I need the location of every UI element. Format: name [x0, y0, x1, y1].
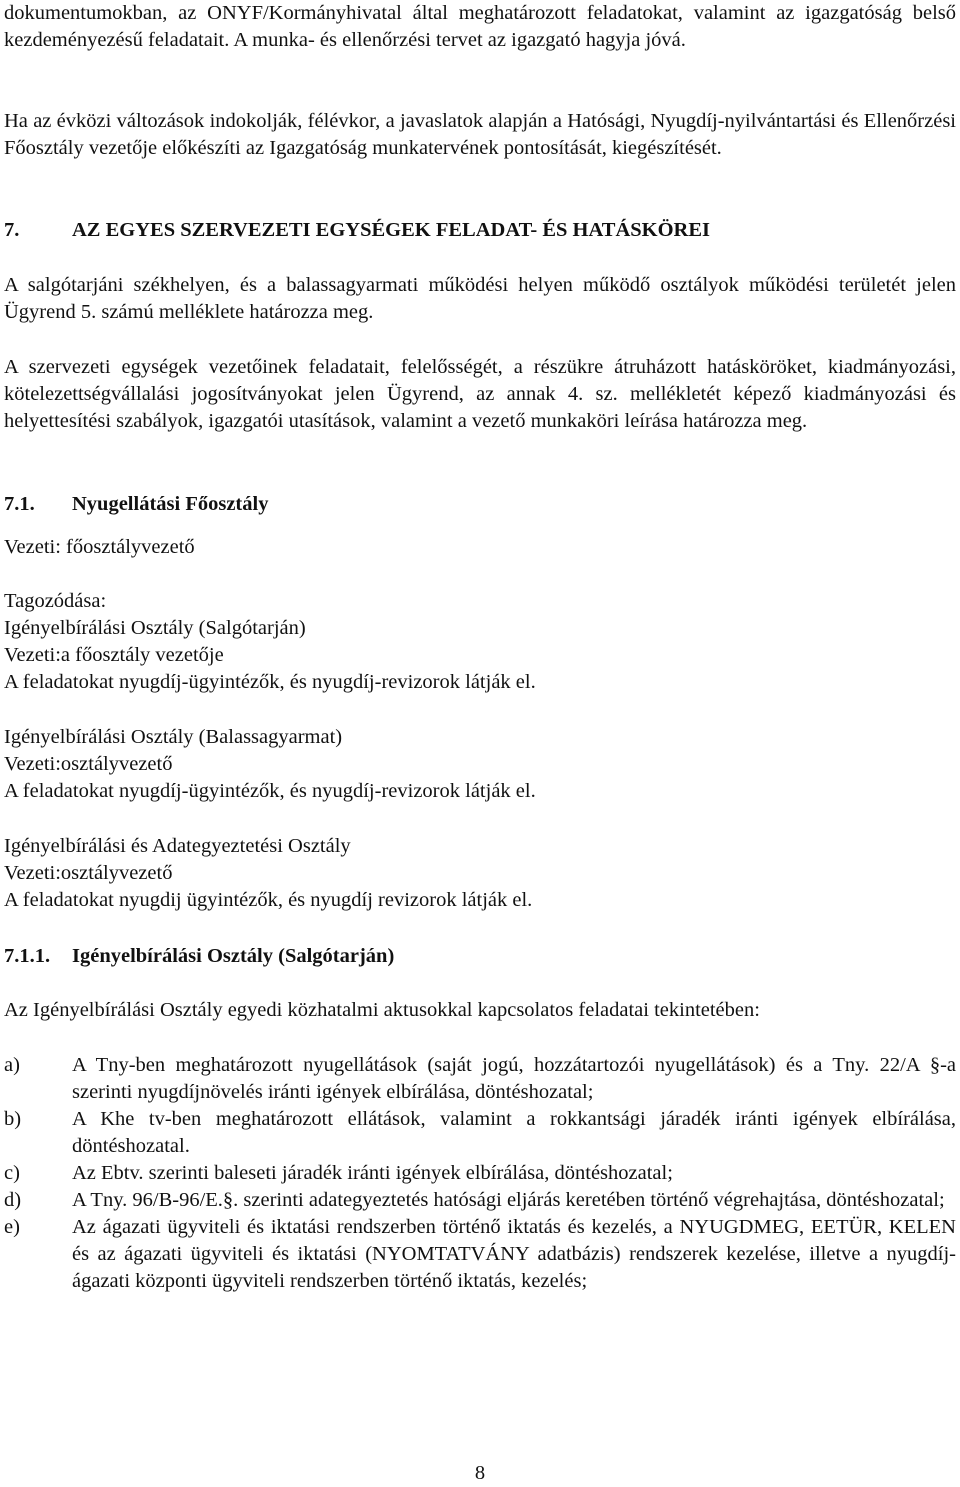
unit-adategyeztetesi — [4, 833, 956, 914]
list-item — [4, 1052, 956, 1106]
tagozodas-label: Tagozódása: — [4, 590, 107, 612]
unit-tasks: A feladatokat nyugdíj-ügyintézők, és nyugdíj-revizorok látják el. — [4, 780, 536, 802]
item-text: A Tny-ben meghatározott nyugellátások (saját jogú, hozzátartozói nyugellátások) és a Tny. 22/A §-a szerinti nyugdíjnövelés iránti igények elbírálása, döntéshozatal; — [72, 1054, 956, 1103]
list-item — [4, 1214, 956, 1295]
unit-leader: Vezeti:a főosztály vezetője — [4, 644, 224, 666]
unit-salgotarjan — [4, 615, 956, 696]
intro-paragraph: dokumentumokban, az ONYF/Kormányhivatal által meghatározott feladatokat, valamint az igazgatóság belső kezdeményezésű feladatait. A munka- és ellenőrzési tervet az igazgató hagyja jóvá. — [4, 2, 956, 51]
unit-name: Igényelbírálási Osztály (Balassagyarmat) — [4, 726, 343, 748]
change-paragraph: Ha az évközi változások indokolják, félévkor, a javaslatok alapján a Hatósági, Nyugdíj-nyilvántartási és Ellenőrzési Főosztály vezetője előkészíti az Igazgatóság munkatervének pontosítását, kiegészítését. — [4, 110, 956, 159]
item-label: a) — [4, 1054, 20, 1076]
section-7-paragraph-1: A salgótarjáni székhelyen, és a balassagyarmati működési helyen működő osztályok működési területét jelen Ügyrend 5. számú melléklete határozza meg. — [4, 274, 956, 323]
item-text: A Khe tv-ben meghatározott ellátások, valamint a rokkantsági járadék iránti igények elbírálása, döntéshozatal. — [72, 1108, 956, 1157]
unit-tasks: A feladatokat nyugdij ügyintézők, és nyugdíj revizorok látják el. — [4, 889, 533, 911]
item-text: Az ágazati ügyviteli és iktatási rendszerben történő iktatás és kezelés, a NYUGDMEG, EETÜR, KELEN és az ágazati ügyviteli és iktatási (NYOMTATVÁNY adatbázis) rendszerek kezelése, illetve a nyugdíj-ágazati központi ügyviteli rendszerben történő iktatás, kezelés; — [72, 1216, 956, 1292]
section-number: 7.1.1. — [4, 945, 51, 967]
item-label: d) — [4, 1189, 22, 1211]
section-7-1-1-heading — [4, 943, 956, 970]
section-number: 7.1. — [4, 493, 35, 515]
unit-leader: Vezeti:osztályvezető — [4, 862, 173, 884]
list-item — [4, 1106, 956, 1160]
list-item — [4, 1160, 956, 1187]
list-item — [4, 1187, 956, 1214]
unit-name: Igényelbírálási Osztály (Salgótarján) — [4, 617, 306, 639]
item-text: A Tny. 96/B-96/E.§. szerinti adategyeztetés hatósági eljárás keretében történő végrehajtása, döntéshozatal; — [72, 1189, 945, 1211]
item-text: Az Ebtv. szerinti baleseti járadék iránti igények elbírálása, döntéshozatal; — [72, 1162, 673, 1184]
page-number: 8 — [474, 1462, 486, 1484]
section-7-paragraph-2: A szervezeti egységek vezetőinek feladatait, felelősségét, a részükre átruházott hatásköröket, kiadmányozási, kötelezettségvállalási jogosítványokat jelen Ügyrend, az annak 4. sz. mellékletét képező kiadmányozási és helyettesítési szabályok, igazgatói utasítások, valamint a vezető munkaköri leírása határozza meg. — [4, 356, 956, 432]
unit-tasks: A feladatokat nyugdíj-ügyintézők, és nyugdíj-revizorok látják el. — [4, 671, 536, 693]
item-label: e) — [4, 1216, 20, 1238]
section-title: AZ EGYES SZERVEZETI EGYSÉGEK FELADAT- ÉS HATÁSKÖREI — [72, 219, 711, 241]
item-label: b) — [4, 1108, 22, 1130]
unit-balassagyarmat — [4, 724, 956, 805]
task-list — [4, 1052, 956, 1295]
department-leader: Vezeti: főosztályvezető — [4, 536, 195, 558]
section-7-heading — [4, 217, 956, 244]
section-7-1-1-intro: Az Igényelbírálási Osztály egyedi közhatalmi aktusokkal kapcsolatos feladatai tekintetében: — [4, 999, 760, 1021]
item-label: c) — [4, 1162, 20, 1184]
section-title: Igényelbírálási Osztály (Salgótarján) — [72, 945, 395, 967]
unit-name: Igényelbírálási és Adategyeztetési Osztály — [4, 835, 351, 857]
unit-leader: Vezeti:osztályvezető — [4, 753, 173, 775]
section-title: Nyugellátási Főosztály — [72, 493, 269, 515]
section-number: 7. — [4, 219, 20, 241]
section-7-1-heading — [4, 491, 956, 518]
